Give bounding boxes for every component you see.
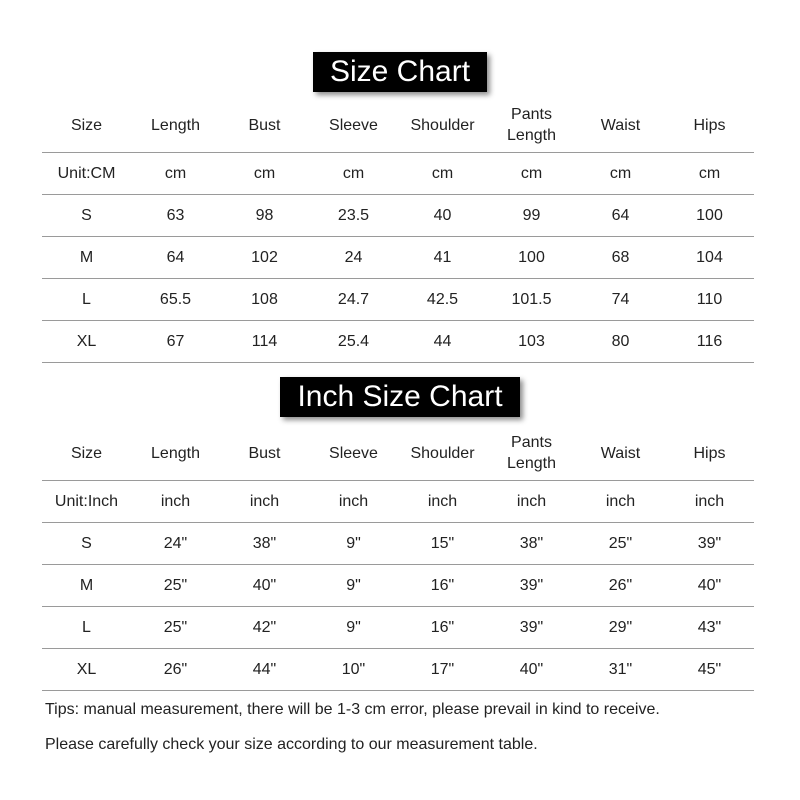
measurement-cell: 110 <box>665 279 754 321</box>
measurement-cell: 38" <box>487 523 576 565</box>
cm-size-table-body <box>42 98 754 363</box>
table-header-row <box>42 426 754 481</box>
measurement-cell: 38" <box>220 523 309 565</box>
measurement-cell: 108 <box>220 279 309 321</box>
column-header: Size <box>42 426 131 481</box>
measurement-cell: 42.5 <box>398 279 487 321</box>
table-unit-row <box>42 481 754 523</box>
inch-size-table <box>42 426 754 691</box>
size-label-cell: M <box>42 565 131 607</box>
size-label-cell: L <box>42 279 131 321</box>
measurement-cell: 102 <box>220 237 309 279</box>
measurement-cell: 64 <box>576 195 665 237</box>
measurement-cell: 9" <box>309 523 398 565</box>
measurement-cell: 40 <box>398 195 487 237</box>
measurement-cell: 114 <box>220 321 309 363</box>
inch-size-chart-title-banner <box>0 377 800 417</box>
measurement-cell: 24" <box>131 523 220 565</box>
unit-cell: inch <box>309 481 398 523</box>
size-label-cell: S <box>42 195 131 237</box>
column-header: Size <box>42 98 131 153</box>
column-header: Waist <box>576 426 665 481</box>
table-header-row <box>42 98 754 153</box>
measurement-cell: 26" <box>576 565 665 607</box>
measurement-cell: 42" <box>220 607 309 649</box>
measurement-cell: 67 <box>131 321 220 363</box>
column-header: Waist <box>576 98 665 153</box>
column-header: Shoulder <box>398 426 487 481</box>
unit-cell: cm <box>576 153 665 195</box>
measurement-cell: 39" <box>665 523 754 565</box>
column-header: Length <box>131 426 220 481</box>
cm-size-table <box>42 98 754 363</box>
column-header: Shoulder <box>398 98 487 153</box>
unit-cell: cm <box>398 153 487 195</box>
unit-cell: Unit:CM <box>42 153 131 195</box>
measurement-cell: 44" <box>220 649 309 691</box>
column-header: Pants Length <box>487 426 576 481</box>
column-header: Bust <box>220 426 309 481</box>
measurement-cell: 65.5 <box>131 279 220 321</box>
measurement-cell: 10" <box>309 649 398 691</box>
table-row <box>42 523 754 565</box>
tip-check-size: Please carefully check your size according to our measurement table. <box>45 736 538 753</box>
inch-size-table-body <box>42 426 754 691</box>
measurement-cell: 40" <box>220 565 309 607</box>
measurement-cell: 24.7 <box>309 279 398 321</box>
unit-cell: inch <box>131 481 220 523</box>
table-row <box>42 279 754 321</box>
measurement-cell: 23.5 <box>309 195 398 237</box>
unit-cell: Unit:Inch <box>42 481 131 523</box>
unit-cell: inch <box>487 481 576 523</box>
unit-cell: inch <box>220 481 309 523</box>
column-header: Sleeve <box>309 426 398 481</box>
measurement-cell: 74 <box>576 279 665 321</box>
measurement-cell: 17" <box>398 649 487 691</box>
measurement-cell: 25" <box>131 607 220 649</box>
measurement-cell: 40" <box>487 649 576 691</box>
table-row <box>42 321 754 363</box>
measurement-cell: 39" <box>487 607 576 649</box>
measurement-cell: 16" <box>398 607 487 649</box>
unit-cell: inch <box>398 481 487 523</box>
measurement-cell: 101.5 <box>487 279 576 321</box>
measurement-cell: 98 <box>220 195 309 237</box>
table-row <box>42 565 754 607</box>
column-header: Sleeve <box>309 98 398 153</box>
column-header: Bust <box>220 98 309 153</box>
unit-cell: cm <box>220 153 309 195</box>
measurement-cell: 100 <box>487 237 576 279</box>
measurement-cell: 116 <box>665 321 754 363</box>
measurement-cell: 31" <box>576 649 665 691</box>
measurement-cell: 9" <box>309 565 398 607</box>
size-label-cell: XL <box>42 649 131 691</box>
measurement-cell: 103 <box>487 321 576 363</box>
measurement-cell: 68 <box>576 237 665 279</box>
table-row <box>42 607 754 649</box>
inch-size-chart-title: Inch Size Chart <box>280 377 519 417</box>
size-label-cell: XL <box>42 321 131 363</box>
measurement-cell: 26" <box>131 649 220 691</box>
measurement-cell: 25" <box>131 565 220 607</box>
measurement-cell: 39" <box>487 565 576 607</box>
measurement-cell: 99 <box>487 195 576 237</box>
measurement-cell: 41 <box>398 237 487 279</box>
size-label-cell: M <box>42 237 131 279</box>
measurement-cell: 104 <box>665 237 754 279</box>
measurement-cell: 25" <box>576 523 665 565</box>
measurement-cell: 9" <box>309 607 398 649</box>
size-chart-title: Size Chart <box>313 52 487 92</box>
measurement-cell: 63 <box>131 195 220 237</box>
size-chart-title-banner <box>0 52 800 92</box>
measurement-cell: 24 <box>309 237 398 279</box>
unit-cell: cm <box>487 153 576 195</box>
unit-cell: inch <box>576 481 665 523</box>
column-header: Length <box>131 98 220 153</box>
measurement-cell: 15" <box>398 523 487 565</box>
size-label-cell: L <box>42 607 131 649</box>
column-header: Hips <box>665 426 754 481</box>
unit-cell: cm <box>665 153 754 195</box>
measurement-cell: 43" <box>665 607 754 649</box>
table-row <box>42 237 754 279</box>
table-row <box>42 649 754 691</box>
column-header: Pants Length <box>487 98 576 153</box>
column-header: Hips <box>665 98 754 153</box>
unit-cell: cm <box>309 153 398 195</box>
measurement-cell: 16" <box>398 565 487 607</box>
measurement-cell: 40" <box>665 565 754 607</box>
measurement-cell: 44 <box>398 321 487 363</box>
measurement-cell: 80 <box>576 321 665 363</box>
table-unit-row <box>42 153 754 195</box>
tip-measurement-error: Tips: manual measurement, there will be 1-3 cm error, please prevail in kind to receive. <box>45 701 660 718</box>
measurement-cell: 64 <box>131 237 220 279</box>
unit-cell: inch <box>665 481 754 523</box>
table-row <box>42 195 754 237</box>
measurement-cell: 100 <box>665 195 754 237</box>
unit-cell: cm <box>131 153 220 195</box>
measurement-cell: 45" <box>665 649 754 691</box>
measurement-cell: 29" <box>576 607 665 649</box>
size-label-cell: S <box>42 523 131 565</box>
measurement-cell: 25.4 <box>309 321 398 363</box>
